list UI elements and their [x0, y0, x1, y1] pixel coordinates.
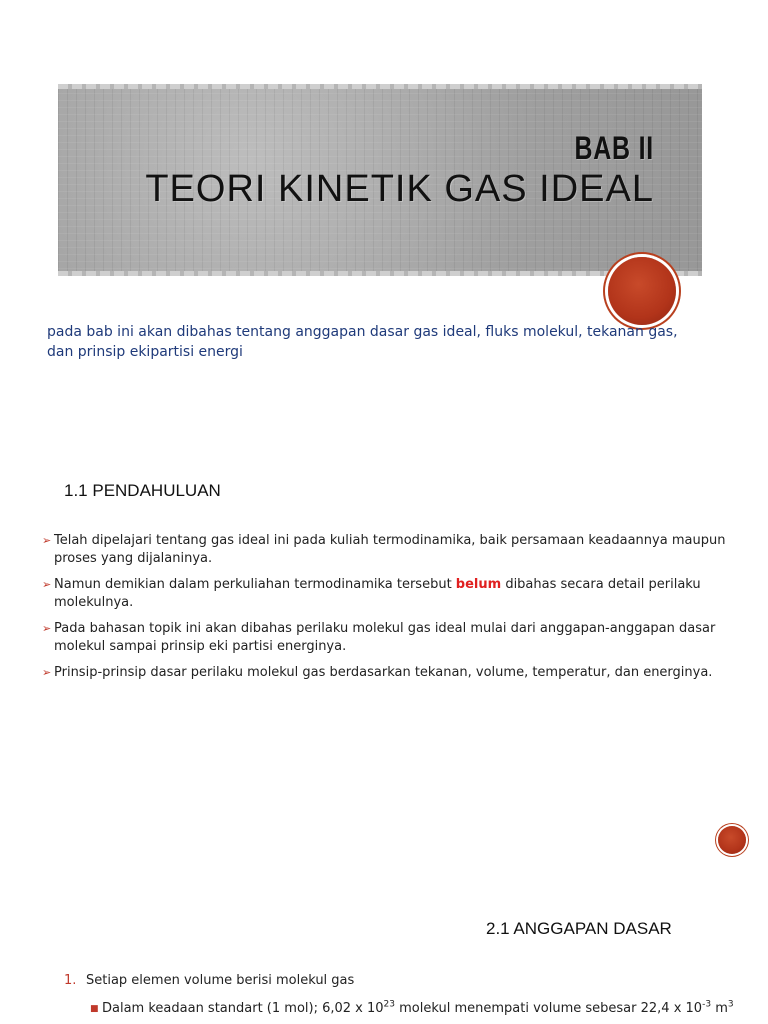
arrow-bullet-icon: ➢	[42, 622, 52, 635]
slide-title-main: TEORI KINETIK GAS IDEAL	[145, 168, 654, 210]
highlight-word: belum	[455, 577, 502, 592]
sub-bullet-text: molekul menempati volume sebesar 22,4 x 10	[395, 1001, 703, 1016]
list-item	[64, 972, 744, 990]
arrow-bullet-icon: ➢	[42, 578, 52, 591]
exponent: 23	[383, 999, 395, 1010]
title-banner	[58, 84, 702, 276]
intro-paragraph	[47, 322, 707, 362]
bullet-text: Telah dipelajari tentang gas ideal ini pada kuliah termodinamika, baik persamaan keadaannya maupun proses yang dijalaninya.	[54, 533, 726, 566]
sub-bullet-text: m	[711, 1001, 728, 1016]
section-heading-pendahuluan: 1.1 PENDAHULUAN	[64, 481, 221, 500]
exponent: -3	[702, 999, 712, 1010]
bullet-text: dibahas secara detail perilaku molekulnya.	[54, 577, 701, 610]
square-bullet-icon: ■	[90, 1004, 99, 1014]
intro-line-2: dan prinsip ekipartisi energi	[47, 344, 243, 360]
bullet-list-pendahuluan	[42, 532, 732, 690]
bullet-text: Namun demikian dalam perkuliahan termodinamika tersebut	[54, 577, 456, 592]
section-heading-anggapan-dasar: 2.1 ANGGAPAN DASAR	[486, 919, 672, 938]
arrow-bullet-icon: ➢	[42, 666, 52, 679]
sub-bullet	[90, 1000, 760, 1018]
exponent: 3	[727, 999, 734, 1010]
numbered-list	[64, 972, 744, 990]
list-item-text: Setiap elemen volume berisi molekul gas	[86, 973, 355, 988]
bullet-text: Prinsip-prinsip dasar perilaku molekul gas berdasarkan tekanan, volume, temperatur, dan energinya.	[54, 665, 713, 680]
intro-line-1: pada bab ini akan dibahas tentang anggapan dasar gas ideal, fluks molekul, tekanan gas,	[47, 324, 678, 340]
list-item	[42, 576, 732, 612]
decorative-circle-large	[608, 257, 676, 325]
list-item	[42, 620, 732, 656]
decorative-circle-small	[718, 826, 746, 854]
list-item	[42, 664, 732, 682]
list-item	[42, 532, 732, 568]
list-number: 1.	[64, 973, 77, 988]
slide-title-chapter: BAB II	[574, 130, 654, 166]
bullet-text: Pada bahasan topik ini akan dibahas perilaku molekul gas ideal mulai dari anggapan-anggapan dasar molekul sampai prinsip eki partisi energinya.	[54, 621, 716, 654]
sub-bullet-text: Dalam keadaan standart (1 mol); 6,02 x 10	[102, 1001, 384, 1016]
arrow-bullet-icon: ➢	[42, 534, 52, 547]
